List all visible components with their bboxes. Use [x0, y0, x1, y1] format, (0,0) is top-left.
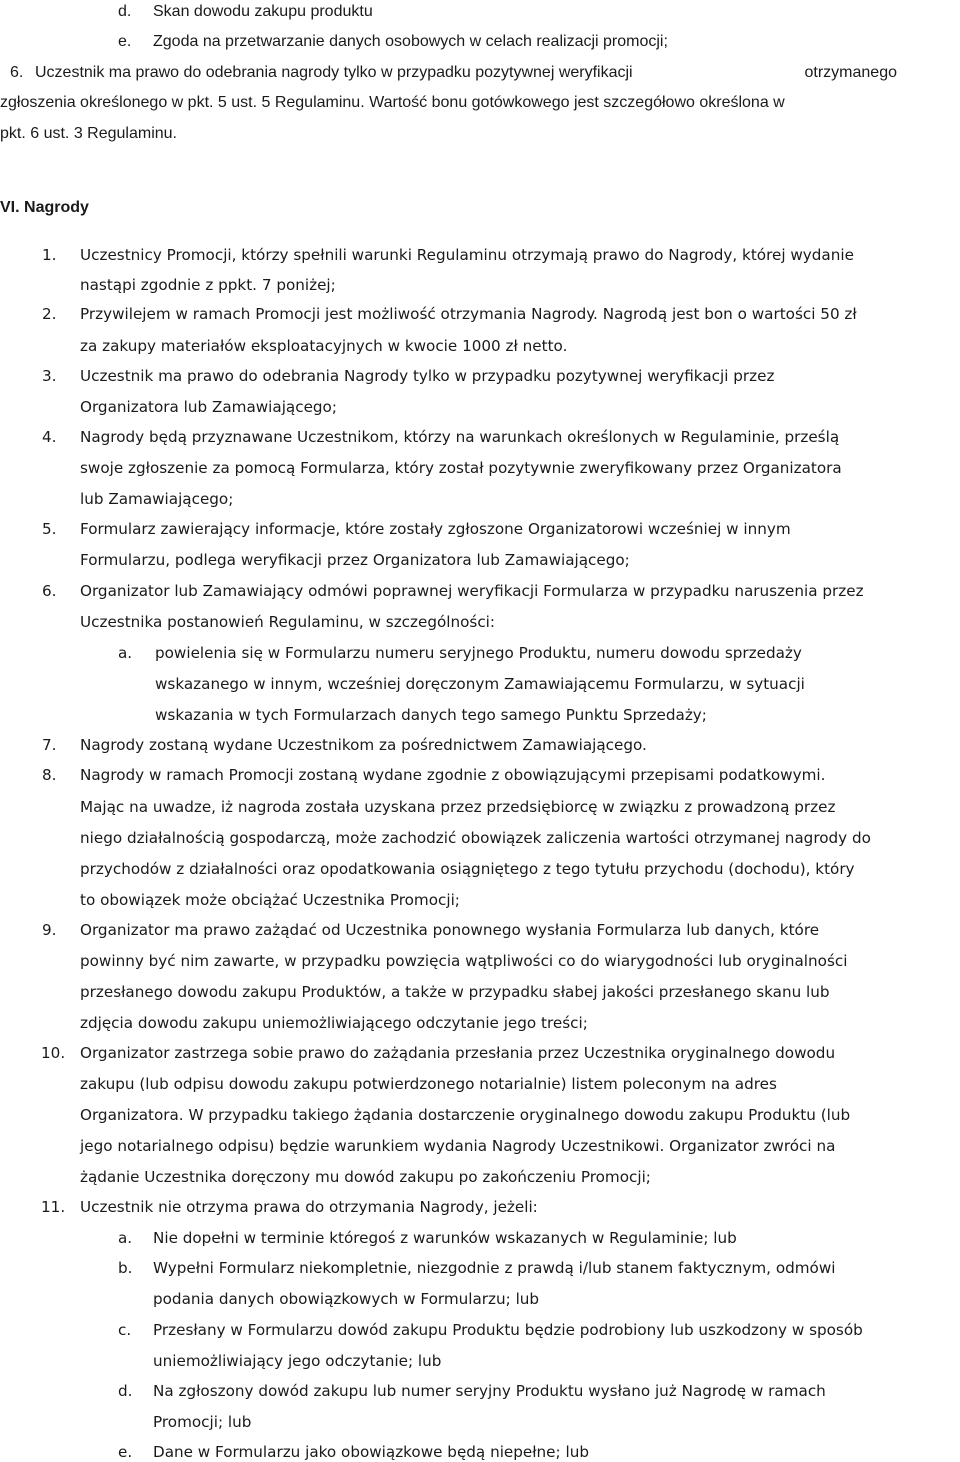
list-item-text: Przywilejem w ramach Promocji jest możliwość otrzymania Nagrody. Nagrodą jest bon o wartości 50 zł: [80, 305, 857, 323]
list-item-text: za zakupy materiałów eksploatacyjnych w kwocie 1000 zł netto.: [80, 337, 568, 355]
sub-list-marker: a.: [118, 644, 133, 662]
list-item-text: Formularz zawierający informacje, które zostały zgłoszone Organizatorowi wcześniej w innym: [80, 520, 791, 538]
list-item-number: 11.: [41, 1198, 66, 1216]
paragraph-line: [35, 63, 897, 83]
list-item-text: zdjęcia dowodu zakupu uniemożliwiającego odczytanie jego treści;: [80, 1014, 588, 1032]
list-item-text: żądanie Uczestnika doręczony mu dowód zakupu po zakończeniu Promocji;: [80, 1168, 651, 1186]
list-item-number: 2.: [42, 305, 57, 323]
sub-list-text: Przesłany w Formularzu dowód zakupu Produktu będzie podrobiony lub uszkodzony w sposób: [153, 1321, 863, 1339]
list-item-text: niego działalnością gospodarczą, może zachodzić obowiązek zaliczenia wartości otrzymanej nagrody do: [80, 829, 871, 847]
list-marker: 6.: [10, 64, 24, 81]
list-item-text: Formularzu, podlega weryfikacji przez Organizatora lub Zamawiającego;: [80, 551, 630, 569]
sub-list-text: uniemożliwiający jego odczytanie; lub: [153, 1352, 442, 1370]
sub-list-text: Nie dopełni w terminie któregoś z warunków wskazanych w Regulaminie; lub: [153, 1229, 737, 1247]
list-item-number: 4.: [42, 428, 57, 446]
list-item-text: Organizatora. W przypadku takiego żądania dostarczenie oryginalnego dowodu zakupu Produktu (lub: [80, 1106, 851, 1124]
list-marker: d.: [118, 3, 132, 20]
sub-list-text: Wypełni Formularz niekompletnie, niezgodnie z prawdą i/lub stanem faktycznym, odmówi: [153, 1259, 836, 1277]
list-item-text: Mając na uwadze, iż nagroda została uzyskana przez przedsiębiorcę w związku z prowadzoną przez: [80, 798, 836, 816]
list-item-text: nastąpi zgodnie z ppkt. 7 poniżej;: [80, 276, 336, 294]
list-item-text: Nagrody będą przyznawane Uczestnikom, którzy na warunkach określonych w Regulaminie, prześlą: [80, 428, 840, 446]
list-item-number: 5.: [42, 520, 57, 538]
list-item-text: lub Zamawiającego;: [80, 490, 234, 508]
section-heading: VI. Nagrody: [0, 199, 89, 216]
list-item-text: Organizator lub Zamawiający odmówi poprawnej weryfikacji Formularza w przypadku naruszenia przez: [80, 582, 864, 600]
list-item-text: przesłanego dowodu zakupu Produktów, a także w przypadku słabej jakości przesłanego skanu lub: [80, 983, 830, 1001]
sub-list-marker: a.: [118, 1229, 133, 1247]
list-item-text: przychodów z działalności oraz opodatkowania osiągniętego z tego tytułu przychodu (dochodu), który: [80, 860, 855, 878]
sub-list-text: Promocji; lub: [153, 1413, 252, 1431]
list-item-text: to obowiązek może obciążać Uczestnika Promocji;: [80, 891, 460, 909]
list-item-number: 9.: [42, 921, 57, 939]
paragraph-line: zgłoszenia określonego w pkt. 5 ust. 5 Regulaminu. Wartość bonu gotówkowego jest szczegółowo określona w: [0, 94, 785, 111]
list-item-text: Uczestnicy Promocji, którzy spełnili warunki Regulaminu otrzymają prawo do Nagrody, której wydanie: [80, 246, 854, 264]
sub-list-text: podania danych obowiązkowych w Formularzu; lub: [153, 1290, 540, 1308]
list-item-text: Uczestnik ma prawo do odebrania Nagrody tylko w przypadku pozytywnej weryfikacji przez: [80, 367, 775, 385]
list-item-text: Skan dowodu zakupu produktu: [153, 3, 373, 20]
paragraph-fragment: otrzymanego: [804, 64, 897, 81]
list-item-number: 1.: [42, 246, 57, 264]
sub-list-marker: d.: [118, 1382, 133, 1400]
list-item-text: Uczestnika postanowień Regulaminu, w szczególności:: [80, 613, 496, 631]
list-item-number: 6.: [42, 582, 57, 600]
sub-list-marker: b.: [118, 1259, 133, 1277]
list-item-text: Zgoda na przetwarzanie danych osobowych w celach realizacji promocji;: [153, 33, 668, 50]
sub-list-text: Na zgłoszony dowód zakupu lub numer seryjny Produktu wysłano już Nagrodę w ramach: [153, 1382, 826, 1400]
list-item-text: jego notarialnego odpisu) będzie warunkiem wydania Nagrody Uczestnikowi. Organizator zwróci na: [80, 1137, 836, 1155]
list-marker: e.: [118, 33, 132, 50]
list-item-text: powinny być nim zawarte, w przypadku powzięcia wątpliwości co do wiarygodności lub oryginalności: [80, 952, 848, 970]
list-item-text: Nagrody w ramach Promocji zostaną wydane zgodnie z obowiązującymi przepisami podatkowymi.: [80, 766, 826, 784]
list-item-number: 3.: [42, 367, 57, 385]
sub-list-text: wskazania w tych Formularzach danych tego samego Punktu Sprzedaży;: [155, 706, 707, 724]
list-item-text: swoje zgłoszenie za pomocą Formularza, który został pozytywnie zweryfikowany przez Organizatora: [80, 459, 842, 477]
list-item-text: Organizatora lub Zamawiającego;: [80, 398, 337, 416]
sub-list-marker: c.: [118, 1321, 132, 1339]
list-item-text: zakupu (lub odpisu dowodu zakupu potwierdzonego notarialnie) listem poleconym na adres: [80, 1075, 777, 1093]
paragraph-fragment: Uczestnik ma prawo do odebrania nagrody tylko w przypadku pozytywnej weryfikacji: [35, 64, 633, 81]
sub-list-text: wskazanego w innym, wcześniej doręczonym Zamawiającemu Formularzu, w sytuacji: [155, 675, 805, 693]
list-item-number: 7.: [42, 736, 57, 754]
list-item-text: Organizator zastrzega sobie prawo do zażądania przesłania przez Uczestnika oryginalnego dowodu: [80, 1044, 836, 1062]
paragraph-line: pkt. 6 ust. 3 Regulaminu.: [0, 125, 177, 142]
sub-list-text: Dane w Formularzu jako obowiązkowe będą niepełne; lub: [153, 1443, 589, 1461]
list-item-text: Organizator ma prawo zażądać od Uczestnika ponownego wysłania Formularza lub danych, które: [80, 921, 820, 939]
list-item-text: Uczestnik nie otrzyma prawa do otrzymania Nagrody, jeżeli:: [80, 1198, 538, 1216]
sub-list-text: powielenia się w Formularzu numeru seryjnego Produktu, numeru dowodu sprzedaży: [155, 644, 802, 662]
sub-list-marker: e.: [118, 1443, 133, 1461]
list-item-number: 8.: [42, 766, 57, 784]
list-item-text: Nagrody zostaną wydane Uczestnikom za pośrednictwem Zamawiającego.: [80, 736, 647, 754]
list-item-number: 10.: [41, 1044, 66, 1062]
